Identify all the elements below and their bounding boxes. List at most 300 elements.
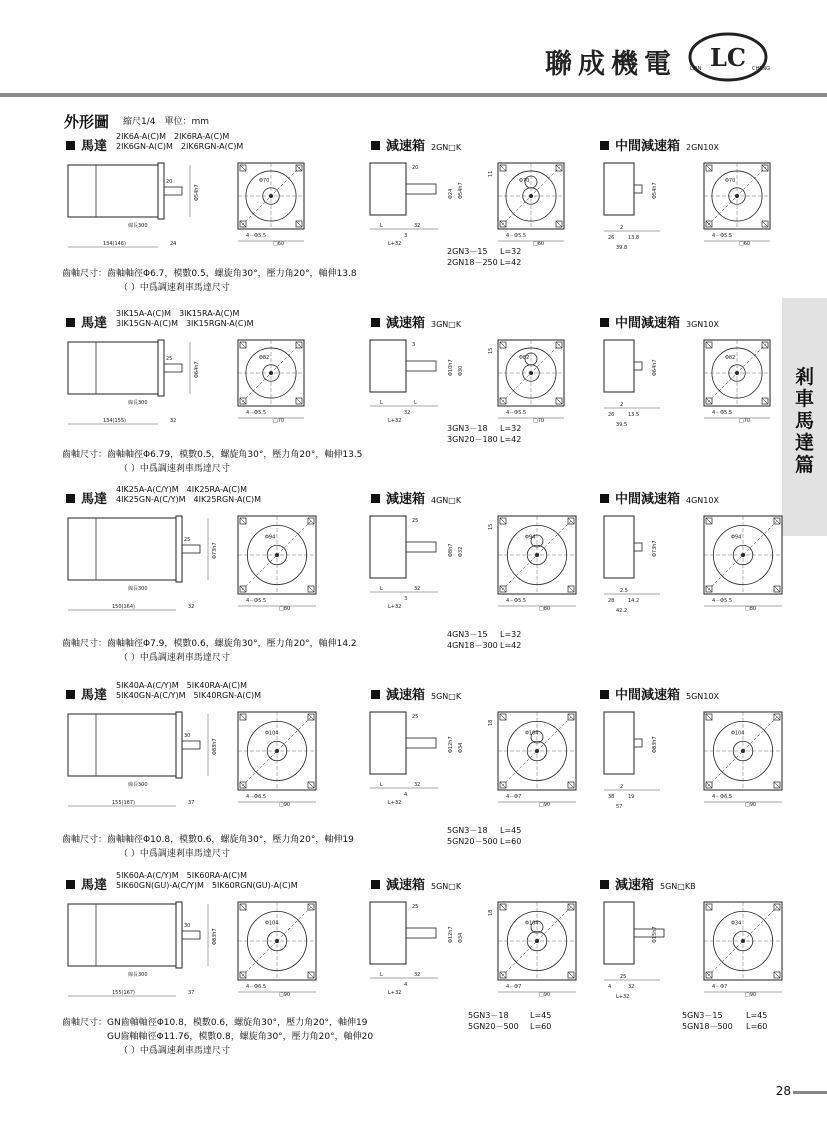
- mount-hole-mark: [774, 972, 780, 978]
- mount-hole-mark: [568, 782, 574, 788]
- motor-flange-drawing: [232, 510, 330, 618]
- page-number: 28: [775, 1084, 791, 1098]
- diameter-label: Φ32: [458, 546, 464, 557]
- mount-hole-mark: [774, 586, 780, 592]
- diameter-label: Φ30: [458, 365, 464, 376]
- shaft-length-label: 20: [166, 179, 173, 185]
- holes-label: 4－Φ5.5: [246, 233, 267, 239]
- ratio-length: L=42: [500, 641, 522, 650]
- dimension-label: 38: [608, 794, 615, 800]
- pcd-label: Φ104: [731, 730, 745, 737]
- diameter-label: Φ83h7: [652, 736, 658, 753]
- dimension-label: 57: [616, 804, 623, 810]
- mount-hole-mark: [762, 398, 768, 404]
- diameter-label: Φ83h7: [212, 738, 218, 755]
- motor-label: 馬達: [81, 688, 108, 703]
- shaft-length-label: 25: [184, 537, 191, 543]
- inter-shaft: [634, 739, 642, 747]
- inter-flange-drawing: [698, 334, 784, 430]
- mount-hole-mark: [706, 714, 712, 720]
- motor-body: [68, 518, 176, 580]
- section-inter-header: [600, 135, 719, 154]
- ratio-length: L=60: [530, 1022, 552, 1031]
- lead-length-label: 線長300: [128, 586, 148, 592]
- dimension-label: 39.5: [616, 422, 628, 428]
- dimension-label: L: [380, 782, 383, 788]
- motor-body: [68, 342, 158, 394]
- motor-side-drawing: [60, 710, 230, 832]
- holes-label: 4－Φ5.5: [506, 598, 527, 604]
- dimension-label: 18: [488, 719, 494, 726]
- dimension-label: 4: [608, 984, 612, 990]
- dimension-label: 32: [414, 972, 421, 978]
- dimension-label: L+32: [388, 990, 402, 996]
- dimension-label: 2: [620, 402, 624, 408]
- dimension-label: 2.5: [620, 588, 628, 594]
- bullet-square: [371, 880, 380, 889]
- motor-body: [68, 165, 158, 217]
- dimension-label: 26: [608, 235, 615, 241]
- header-rule: [0, 93, 827, 97]
- ratio-model: 3GN3－18: [447, 424, 488, 433]
- gearbox-shaft: [406, 361, 436, 371]
- motor-models: 3IK15A-A(C)M 3IK15RA-A(C)M 3IK15GN-A(C)M 3IK15RGN-A(C)M: [116, 309, 254, 328]
- mount-hole-mark: [706, 342, 712, 348]
- dimension-label: 3: [404, 596, 408, 602]
- gearbox-code: 5GN□K: [431, 882, 462, 891]
- holes-label: 4－Φ5.5: [712, 233, 733, 239]
- section-gearbox-header: [371, 488, 461, 507]
- motor-flange: [176, 712, 182, 778]
- pcd-label: Φ70: [519, 178, 530, 185]
- dimension-label: 25: [620, 974, 627, 980]
- inter-body: [604, 712, 634, 774]
- dimension-label: 20: [412, 165, 419, 171]
- gearbox-code: 2GN□K: [431, 143, 462, 152]
- holes-label: 4－Φ7: [506, 794, 522, 800]
- holes-label: 4－Φ5.5: [246, 598, 267, 604]
- ratio-model: 4GN3－15: [447, 630, 488, 639]
- gearbox-body: [370, 163, 406, 215]
- svg-text:LIAN: LIAN: [690, 66, 702, 72]
- inter-side-drawing: [600, 159, 690, 271]
- square-label: □90: [279, 802, 291, 808]
- lead-length-label: 線長300: [128, 782, 148, 788]
- inter-shaft: [634, 929, 664, 937]
- mount-hole-mark: [240, 165, 246, 171]
- mount-hole-mark: [308, 782, 314, 788]
- gearbox-side-drawing: [368, 708, 468, 830]
- mount-hole-mark: [706, 165, 712, 171]
- section-gearbox-header: [371, 874, 461, 893]
- square-label: □90: [745, 992, 757, 998]
- scale-note: 縮尺1/4 單位：mm: [123, 117, 210, 127]
- motor-side-drawing: [60, 338, 230, 450]
- square-label: □80: [279, 606, 291, 612]
- diameter-label: Φ24: [448, 188, 454, 199]
- diameter-label: Φ8h7: [448, 543, 454, 557]
- bullet-square: [600, 880, 609, 889]
- pcd-label: Φ82: [519, 355, 530, 362]
- dimension-label: 32: [414, 782, 421, 788]
- sidebar-char: 馬: [794, 410, 814, 432]
- mount-hole-mark: [500, 165, 506, 171]
- inter-code: 3GN10X: [686, 320, 719, 329]
- inter-flange-drawing: [698, 510, 796, 618]
- section-motor-header: [66, 312, 107, 331]
- inter-shaft: [634, 362, 642, 370]
- pcd-label: Φ94: [525, 534, 536, 541]
- inter-flange-drawing: [698, 157, 784, 253]
- ratio-model-b: 5GN18－500: [682, 1022, 733, 1031]
- motor-flange-drawing: [232, 157, 318, 253]
- motor-models: 5IK60A-A(C/Y)M 5IK60RA-A(C)M 5IK60GN(GU)-A(C/Y)M 5IK60RGN(GU)-A(C)M: [116, 871, 298, 890]
- sidebar-char: 篇: [794, 454, 814, 476]
- motor-side-drawing: [60, 161, 230, 273]
- page-title: 外形圖: [64, 113, 110, 131]
- section-motor-header: [66, 135, 107, 154]
- square-label: □90: [279, 992, 291, 998]
- lead-length-label: 線長300: [128, 972, 148, 978]
- diameter-label: Φ12h7: [448, 926, 454, 943]
- svg-text:CHENG: CHENG: [752, 66, 771, 72]
- ratio-model: 5GN20－500: [468, 1022, 519, 1031]
- inter-body: [604, 340, 634, 392]
- ratio-length-b: L=45: [746, 1011, 768, 1020]
- mount-hole-mark: [296, 398, 302, 404]
- ratio-model: 3GN20－180: [447, 435, 498, 444]
- inter-label: 減速箱: [615, 878, 655, 893]
- shaft-length-label: 37: [188, 990, 195, 996]
- inter-body: [604, 516, 634, 578]
- inter-body: [604, 163, 634, 215]
- spec-note: （ ）中爲調速剎車馬達尺寸: [119, 849, 230, 859]
- bullet-square: [371, 318, 380, 327]
- dimension-label: L+32: [388, 241, 402, 247]
- square-label: □80: [539, 606, 551, 612]
- ratio-model: 2GN18－250: [447, 258, 498, 267]
- dimension-label: 25: [412, 904, 419, 910]
- square-label: □90: [745, 802, 757, 808]
- mount-hole-mark: [500, 714, 506, 720]
- motor-label: 馬達: [81, 316, 108, 331]
- ratio-length: L=42: [500, 435, 522, 444]
- spec-note: （ ）中爲調速剎車馬達尺寸: [119, 464, 230, 474]
- holes-label: 4－Φ5.5: [506, 233, 527, 239]
- body-length-label: 134(155): [103, 418, 126, 424]
- motor-body: [68, 904, 176, 966]
- spec-note: （ ）中爲調速剎車馬達尺寸: [119, 1046, 230, 1056]
- gearbox-shaft: [406, 928, 436, 938]
- gearbox-body: [370, 516, 406, 578]
- inter-side-drawing: [600, 898, 690, 1020]
- dimension-label: 14.2: [628, 598, 640, 604]
- body-length-label: 155(167): [112, 800, 135, 806]
- dimension-label: 19: [628, 794, 635, 800]
- section-gearbox-header: [371, 312, 461, 331]
- spec-note: 齒軸尺寸：GN齒軸軸徑Φ10.8，模數0.6，螺旋角30°，壓力角20°，軸伸19: [62, 1018, 368, 1028]
- inter-code: 2GN10X: [686, 143, 719, 152]
- holes-label: 4－Φ6.5: [712, 794, 733, 800]
- gearbox-shaft: [406, 738, 436, 748]
- pcd-label: Φ104: [525, 920, 539, 927]
- diameter-label: Φ54h7: [194, 184, 200, 201]
- dimension-label: 11: [488, 170, 494, 177]
- mount-hole-mark: [500, 342, 506, 348]
- bullet-square: [600, 690, 609, 699]
- gearbox-flange-drawing: [488, 157, 578, 253]
- diameter-label: Φ73h7: [652, 540, 658, 557]
- pcd-label: Φ104: [265, 920, 279, 927]
- gearbox-side-drawing: [368, 512, 468, 634]
- ratio-length: L=42: [500, 258, 522, 267]
- bullet-square: [66, 690, 75, 699]
- gearbox-shaft: [406, 184, 436, 194]
- motor-flange: [158, 340, 164, 396]
- spec-note: 齒軸尺寸：齒軸軸徑Φ7.9，模數0.6，螺旋角30°，壓力角20°，軸伸14.2: [62, 639, 357, 649]
- holes-label: 4－Φ7: [506, 984, 522, 990]
- dimension-label: 26: [608, 412, 615, 418]
- motor-body: [68, 714, 176, 776]
- dimension-label: 13.8: [628, 235, 640, 241]
- section-gearbox-header: [371, 684, 461, 703]
- shaft-length-label: 32: [188, 604, 195, 610]
- section-motor-header: [66, 684, 107, 703]
- mount-hole-mark: [240, 342, 246, 348]
- spec-note: （ ）中爲調速剎車馬達尺寸: [119, 653, 230, 663]
- pcd-label: Φ82: [725, 355, 736, 362]
- ratio-model: 5GN3－18: [447, 826, 488, 835]
- bullet-square: [66, 494, 75, 503]
- motor-models: 4IK25A-A(C/Y)M 4IK25RA-A(C)M 4IK25GN-A(C/Y)M 4IK25RGN-A(C)M: [116, 485, 262, 504]
- diameter-label: Φ15h7: [652, 926, 658, 943]
- motor-models: 5IK40A-A(C/Y)M 5IK40RA-A(C)M 5IK40GN-A(C/Y)M 5IK40RGN-A(C)M: [116, 681, 262, 700]
- dimension-label: L: [380, 400, 383, 406]
- gearbox-side-drawing: [368, 898, 468, 1020]
- shaft-length-label: 24: [170, 241, 177, 247]
- gearbox-label: 減速箱: [386, 316, 426, 331]
- dimension-label: L+32: [388, 604, 402, 610]
- motor-flange: [176, 902, 182, 968]
- bullet-square: [371, 494, 380, 503]
- motor-flange: [176, 516, 182, 582]
- shaft-length-label: 30: [184, 733, 191, 739]
- dimension-label: L: [414, 400, 417, 406]
- mount-hole-mark: [308, 972, 314, 978]
- dimension-label: 25: [412, 518, 419, 524]
- dimension-label: 28: [608, 598, 615, 604]
- mount-hole-mark: [774, 782, 780, 788]
- gearbox-code: 5GN□K: [431, 692, 462, 701]
- diameter-label: Φ64h7: [652, 359, 658, 376]
- spec-note: 齒軸尺寸：齒軸軸徑Φ6.7，模數0.5，螺旋角30°，壓力角20°，軸伸13.8: [62, 269, 357, 279]
- brand-logo: [688, 32, 771, 86]
- dimension-label: 32: [628, 984, 635, 990]
- pcd-label: Φ82: [259, 355, 270, 362]
- dimension-label: L+32: [616, 994, 630, 1000]
- holes-label: 4－Φ6.5: [246, 984, 267, 990]
- gearbox-flange-drawing: [488, 510, 590, 618]
- ratio-length: L=32: [500, 424, 522, 433]
- inter-label: 中間減速箱: [615, 139, 681, 154]
- diameter-label: Φ10h7: [448, 359, 454, 376]
- dimension-label: 2: [620, 784, 624, 790]
- mount-hole-mark: [706, 904, 712, 910]
- inter-shaft: [634, 543, 642, 551]
- sidebar-label: [782, 366, 827, 476]
- motor-flange: [158, 163, 164, 219]
- mount-hole-mark: [568, 972, 574, 978]
- inter-code: 5GN□KB: [660, 882, 696, 891]
- square-label: □60: [533, 241, 545, 247]
- inter-side-drawing: [600, 512, 690, 634]
- bullet-square: [371, 141, 380, 150]
- dimension-label: 3: [404, 233, 408, 239]
- motor-label: 馬達: [81, 139, 108, 154]
- dimension-label: 4: [404, 792, 408, 798]
- sidebar-char: 剎: [794, 366, 814, 388]
- svg-text:LC: LC: [710, 43, 746, 72]
- gearbox-body: [370, 712, 406, 774]
- section-inter-header: [600, 684, 719, 703]
- ratio-model: 2GN3－15: [447, 247, 488, 256]
- square-label: □90: [539, 992, 551, 998]
- mount-hole-mark: [240, 714, 246, 720]
- inter-side-drawing: [600, 708, 690, 830]
- mount-hole-mark: [240, 904, 246, 910]
- mount-hole-mark: [706, 518, 712, 524]
- sidebar-char: 車: [794, 388, 814, 410]
- gearbox-flange-drawing: [488, 706, 590, 814]
- section-inter-header: [600, 488, 719, 507]
- shaft-length-label: 32: [170, 418, 177, 424]
- inter-label: 中間減速箱: [615, 492, 681, 507]
- dimension-label: 25: [412, 714, 419, 720]
- dimension-label: 13.5: [628, 412, 640, 418]
- pcd-label: Φ104: [525, 730, 539, 737]
- body-length-label: 150(164): [112, 604, 135, 610]
- dimension-label: 18: [488, 909, 494, 916]
- pcd-label: Φ70: [259, 178, 270, 185]
- diameter-label: Φ12h7: [448, 736, 454, 753]
- dimension-label: 42.2: [616, 608, 628, 614]
- mount-hole-mark: [500, 518, 506, 524]
- shaft-length-label: 25: [166, 356, 173, 362]
- bullet-square: [371, 690, 380, 699]
- ratio-length-b: L=60: [746, 1022, 768, 1031]
- motor-shaft: [164, 187, 182, 195]
- motor-label: 馬達: [81, 492, 108, 507]
- gearbox-flange-drawing: [488, 896, 590, 1004]
- diameter-label: Φ83h7: [212, 928, 218, 945]
- bullet-square: [66, 880, 75, 889]
- spec-note: 齒軸尺寸：齒軸軸徑Φ10.8，模數0.6，螺旋角30°，壓力角20°，軸伸19: [62, 835, 354, 845]
- inter-label: 中間減速箱: [615, 688, 681, 703]
- gearbox-shaft: [406, 542, 436, 552]
- ratio-model: 4GN18－300: [447, 641, 498, 650]
- lead-length-label: 線長300: [128, 400, 148, 406]
- shaft-length-label: 37: [188, 800, 195, 806]
- shaft-length-label: 30: [184, 923, 191, 929]
- motor-shaft: [164, 364, 182, 372]
- motor-flange-drawing: [232, 334, 318, 430]
- ratio-length: L=32: [500, 247, 522, 256]
- holes-label: 4－Φ5.5: [712, 598, 733, 604]
- bullet-square: [66, 318, 75, 327]
- dimension-label: 2: [620, 225, 624, 231]
- dimension-label: L: [380, 223, 383, 229]
- section-inter-header: [600, 874, 696, 893]
- ratio-model: 5GN20－500: [447, 837, 498, 846]
- motor-flange-drawing: [232, 706, 330, 814]
- section-inter-header: [600, 312, 719, 331]
- motor-label: 馬達: [81, 878, 108, 893]
- ratio-model: 5GN3－18: [468, 1011, 509, 1020]
- lead-length-label: 線長300: [128, 223, 148, 229]
- inter-code: 5GN10X: [686, 692, 719, 701]
- section-motor-header: [66, 874, 107, 893]
- page-number-bar: [793, 1091, 827, 1094]
- holes-label: 4－Φ5.5: [246, 410, 267, 416]
- dimension-label: 15: [488, 347, 494, 354]
- spec-note: GU齒軸軸徑Φ11.76，模數0.8，螺旋角30°，壓力角20°，軸伸20: [62, 1032, 374, 1042]
- ratio-length: L=45: [500, 826, 522, 835]
- ratio-length: L=32: [500, 630, 522, 639]
- ratio-length: L=45: [530, 1011, 552, 1020]
- dimension-label: L+32: [388, 800, 402, 806]
- diameter-label: Φ64h7: [194, 361, 200, 378]
- bullet-square: [66, 141, 75, 150]
- section-motor-header: [66, 488, 107, 507]
- pcd-label: Φ94: [731, 534, 742, 541]
- inter-code: 4GN10X: [686, 496, 719, 505]
- dimension-label: 39.8: [616, 245, 628, 251]
- gearbox-code: 4GN□K: [431, 496, 462, 505]
- holes-label: 4－Φ5.5: [506, 410, 527, 416]
- square-label: □90: [539, 802, 551, 808]
- body-length-label: 134(146): [103, 241, 126, 247]
- holes-label: 4－Φ6.5: [246, 794, 267, 800]
- pcd-label: Φ104: [265, 730, 279, 737]
- dimension-label: 3: [412, 342, 416, 348]
- gearbox-body: [370, 902, 406, 964]
- mount-hole-mark: [568, 586, 574, 592]
- motor-models: 2IK6A-A(C)M 2IK6RA-A(C)M 2IK6GN-A(C)M 2IK6RGN-A(C)M: [116, 132, 244, 151]
- square-label: □60: [273, 241, 285, 247]
- square-label: □80: [745, 606, 757, 612]
- inter-side-drawing: [600, 336, 690, 448]
- gearbox-label: 減速箱: [386, 139, 426, 154]
- bullet-square: [600, 494, 609, 503]
- gearbox-code: 3GN□K: [431, 320, 462, 329]
- dimension-label: L: [380, 586, 383, 592]
- motor-side-drawing: [60, 514, 230, 636]
- brand-name: 聯成機電: [545, 49, 677, 80]
- holes-label: 4－Φ5.5: [712, 410, 733, 416]
- dimension-label: L+32: [388, 418, 402, 424]
- dimension-label: 32: [404, 410, 411, 416]
- mount-hole-mark: [308, 586, 314, 592]
- motor-flange-drawing: [232, 896, 330, 1004]
- mount-hole-mark: [296, 221, 302, 227]
- mount-hole-mark: [500, 904, 506, 910]
- ratio-model-b: 5GN3－15: [682, 1011, 723, 1020]
- diameter-label: Φ34: [458, 932, 464, 943]
- inter-body: [604, 902, 634, 964]
- gearbox-label: 減速箱: [386, 688, 426, 703]
- ratio-length: L=60: [500, 837, 522, 846]
- section-gearbox-header: [371, 135, 461, 154]
